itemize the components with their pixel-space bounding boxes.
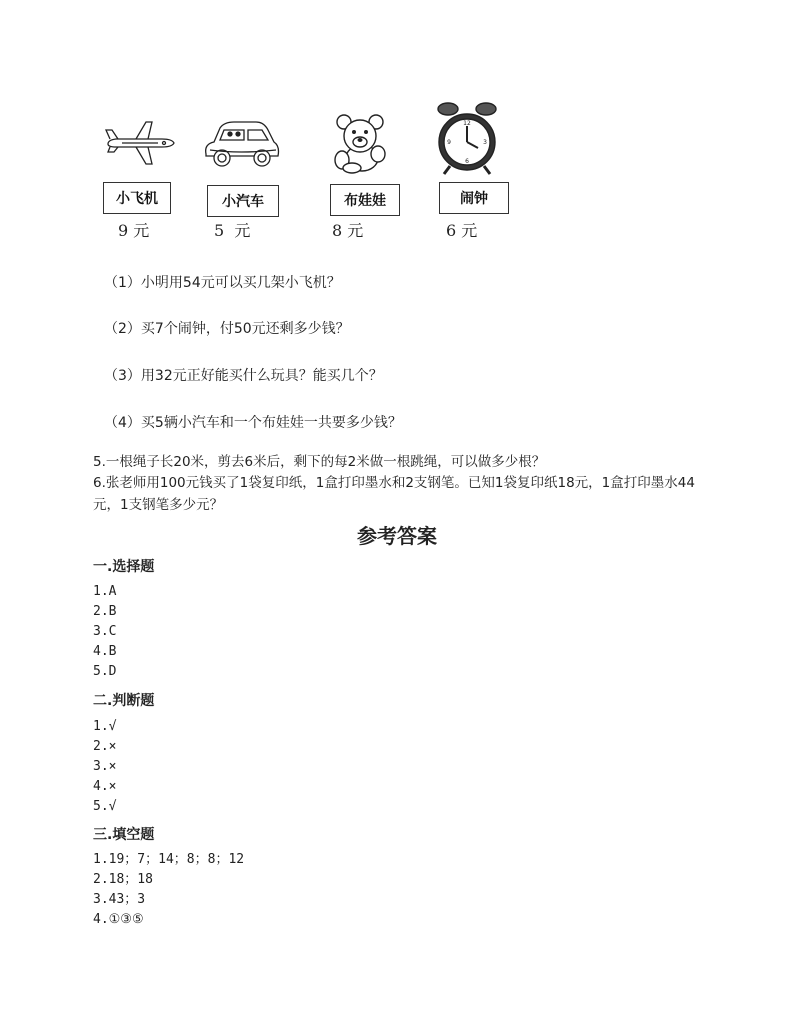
toy-price-car: 5 元 — [214, 221, 251, 240]
toy-price-clock: 6 元 — [446, 221, 478, 240]
toy-label-clock: 闹钟 — [439, 182, 509, 214]
toy-price-teddy: 8 元 — [332, 221, 364, 240]
svg-text:12: 12 — [463, 120, 471, 127]
toy-label-teddy: 布娃娃 — [330, 184, 400, 216]
airplane-icon — [102, 118, 178, 168]
question-2: （2）买7个闹钟，付50元还剩多少钱？ — [104, 321, 350, 337]
answer-item: 3.× — [93, 759, 117, 774]
problem-5: 5.一根绳子长20米，剪去6米后，剩下的每2米做一根跳绳，可以做多少根？ — [93, 454, 546, 470]
section-heading-fill: 三.填空题 — [93, 827, 155, 843]
problem-6: 6.张老师用100元钱买了1袋复印纸，1盒打印墨水和2支钢笔。已知1袋复印纸18元，1盒打印墨水44元，1支钢笔多少元？ — [93, 475, 695, 513]
answer-item: 1.19；7；14；8；8；12 — [93, 852, 245, 867]
toy-label-airplane: 小飞机 — [103, 182, 171, 214]
answer-item: 3.43；3 — [93, 892, 146, 907]
answer-item: 2.B — [93, 604, 117, 619]
question-1: （1）小明用54元可以买几架小飞机？ — [104, 275, 341, 291]
answer-item: 3.C — [93, 624, 117, 639]
answer-item: 5.√ — [93, 799, 117, 814]
question-4: （4）买5辆小汽车和一个布娃娃一共要多少钱？ — [104, 415, 402, 431]
answer-item: 4.× — [93, 779, 117, 794]
section-heading-choice: 一.选择题 — [93, 559, 155, 575]
section-answers-fill — [93, 850, 244, 930]
toy-label-car: 小汽车 — [207, 185, 279, 217]
answer-item: 5.D — [93, 664, 117, 679]
answer-item: 4.①③⑤ — [93, 912, 144, 927]
section-heading-judge: 二.判断题 — [93, 693, 155, 709]
svg-text:9: 9 — [447, 139, 451, 146]
svg-text:6: 6 — [465, 158, 469, 165]
answer-item: 1.A — [93, 584, 117, 599]
section-answers-judge — [93, 717, 116, 817]
answer-item: 4.B — [93, 644, 117, 659]
answer-item: 2.× — [93, 739, 117, 754]
car-icon — [200, 118, 282, 172]
question-3: （3）用32元正好能买什么玩具？能买几个？ — [104, 368, 383, 384]
section-answers-choice — [93, 582, 116, 682]
answer-title: 参考答案 — [357, 524, 437, 548]
toy-price-airplane: 9 元 — [118, 221, 150, 240]
alarm-clock-icon — [436, 100, 498, 176]
teddy-bear-icon — [330, 112, 390, 174]
svg-text:3: 3 — [483, 139, 487, 146]
answer-item: 2.18；18 — [93, 872, 153, 887]
answer-item: 1.√ — [93, 719, 117, 734]
